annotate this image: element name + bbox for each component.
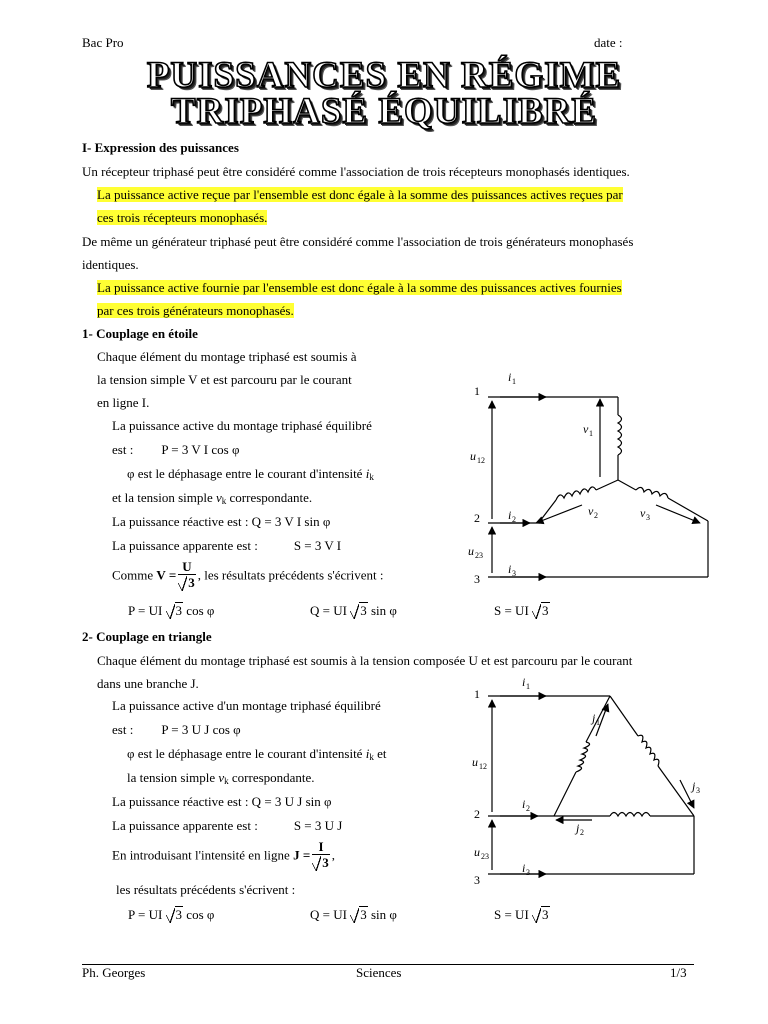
- svg-text:u: u: [468, 544, 474, 558]
- header-date: date :: [594, 35, 623, 50]
- svg-text:1: 1: [474, 384, 480, 398]
- svg-text:u: u: [472, 755, 478, 769]
- svg-text:12: 12: [477, 456, 485, 465]
- text-line: La puissance apparente est : S = 3 V I: [112, 538, 342, 553]
- paragraph: Un récepteur triphasé peut être considéré comme l'association de trois récepteurs monophasés identiques.: [82, 164, 630, 179]
- footer-subject: Sciences: [356, 965, 402, 980]
- svg-text:1: 1: [589, 429, 593, 438]
- text-line: dans une branche J.: [97, 676, 199, 691]
- paragraph: identiques.: [82, 257, 139, 272]
- fraction: $\frac{U}{3}$: [178, 560, 196, 591]
- formula-p: P = UI 3 cos φ: [128, 907, 215, 922]
- svg-text:3: 3: [526, 868, 530, 877]
- text-line: est : P = 3 V I cos φ: [112, 442, 240, 457]
- svg-text:i: i: [508, 562, 512, 576]
- svg-text:1: 1: [512, 377, 516, 386]
- svg-text:2: 2: [512, 515, 516, 524]
- text-line: les résultats précédents s'écrivent :: [116, 882, 296, 897]
- text-line: La puissance active d'un montage triphasé équilibré: [112, 698, 381, 713]
- text-line: et la tension simple $v_k$ correspondante.: [112, 490, 313, 506]
- svg-text:23: 23: [481, 852, 489, 861]
- text-line: est : P = 3 U J cos φ: [112, 722, 241, 737]
- header-level: Bac Pro: [82, 35, 124, 50]
- formula-line: Comme V = $\frac{U}{3}$ , les résultats précédents s'écrivent :: [112, 559, 384, 590]
- svg-text:2: 2: [594, 511, 598, 520]
- svg-text:v: v: [583, 422, 589, 436]
- page-title-line1: PUISSANCES EN RÉGIME: [146, 55, 622, 96]
- text-line: La puissance réactive est : Q = 3 V I sin φ: [112, 514, 331, 529]
- text-line: La puissance réactive est : Q = 3 U J sin φ: [112, 794, 332, 809]
- svg-text:3: 3: [646, 513, 650, 522]
- svg-text:3: 3: [474, 873, 480, 887]
- footer-page: 1/3: [670, 965, 687, 980]
- highlighted-line: La puissance active fournie par l'ensemble est donc égale à la somme des puissances actives fournies: [97, 280, 622, 295]
- text-line: φ est le déphasage entre le courant d'intensité $i_k$ et: [127, 746, 387, 762]
- text-line: la tension simple $v_k$ correspondante.: [127, 770, 315, 786]
- section-heading: I- Expression des puissances: [82, 140, 239, 155]
- formula-q: Q = UI 3 sin φ: [310, 603, 397, 618]
- highlighted-line: ces trois récepteurs monophasés.: [97, 210, 268, 225]
- text-line: la tension simple V et est parcouru par le courant: [97, 372, 352, 387]
- subsection-heading-star: 1- Couplage en étoile: [82, 326, 198, 341]
- svg-text:1: 1: [526, 682, 530, 691]
- fraction: $\frac{I}{3}$: [312, 840, 330, 871]
- svg-text:i: i: [522, 861, 526, 875]
- svg-text:i: i: [508, 508, 512, 522]
- svg-text:2: 2: [526, 804, 530, 813]
- formula-p: P = UI 3 cos φ: [128, 603, 215, 618]
- formula-s: S = UI 3: [494, 907, 549, 922]
- svg-text:i: i: [508, 370, 512, 384]
- footer-author: Ph. Georges: [82, 965, 146, 980]
- subsection-heading-triangle: 2- Couplage en triangle: [82, 629, 212, 644]
- svg-text:3: 3: [696, 786, 700, 795]
- formula-q: Q = UI 3 sin φ: [310, 907, 397, 922]
- paragraph: De même un générateur triphasé peut être considéré comme l'association de trois générateurs monophasés: [82, 234, 634, 249]
- text-line: La puissance apparente est : S = 3 U J: [112, 818, 343, 833]
- svg-text:3: 3: [512, 569, 516, 578]
- svg-text:j: j: [576, 821, 580, 835]
- svg-text:2: 2: [474, 511, 480, 525]
- svg-text:v: v: [640, 506, 646, 520]
- svg-text:i: i: [522, 797, 526, 811]
- formula-s: S = UI 3: [494, 603, 549, 618]
- triangle-circuit-diagram: [460, 672, 720, 892]
- text-line: φ est le déphasage entre le courant d'intensité $i_k$: [127, 466, 374, 482]
- svg-text:3: 3: [474, 572, 480, 586]
- svg-text:j: j: [692, 779, 696, 793]
- text-line: en ligne I.: [97, 395, 150, 410]
- star-circuit-diagram: [460, 365, 720, 595]
- svg-text:1: 1: [596, 718, 600, 727]
- highlighted-line: La puissance active reçue par l'ensemble est donc égale à la somme des puissances actives reçues par: [97, 187, 623, 202]
- text-line: Chaque élément du montage triphasé est soumis à la tension composée U et est parcouru par le courant: [97, 653, 633, 668]
- text-line: Chaque élément du montage triphasé est soumis à: [97, 349, 357, 364]
- svg-text:u: u: [474, 845, 480, 859]
- text-line: La puissance active du montage triphasé équilibré: [112, 418, 372, 433]
- svg-text:j: j: [592, 711, 596, 725]
- svg-text:12: 12: [479, 762, 487, 771]
- svg-text:2: 2: [474, 807, 480, 821]
- svg-text:i: i: [522, 675, 526, 689]
- svg-text:u: u: [470, 449, 476, 463]
- svg-text:1: 1: [474, 687, 480, 701]
- page-title-line2: TRIPHASÉ ÉQUILIBRÉ: [170, 91, 598, 132]
- svg-text:2: 2: [580, 828, 584, 837]
- svg-text:23: 23: [475, 551, 483, 560]
- highlighted-line: par ces trois générateurs monophasés.: [97, 303, 294, 318]
- formula-line: En introduisant l'intensité en ligne J = $\frac{I}{3}$ ,: [112, 839, 335, 870]
- svg-text:v: v: [588, 504, 594, 518]
